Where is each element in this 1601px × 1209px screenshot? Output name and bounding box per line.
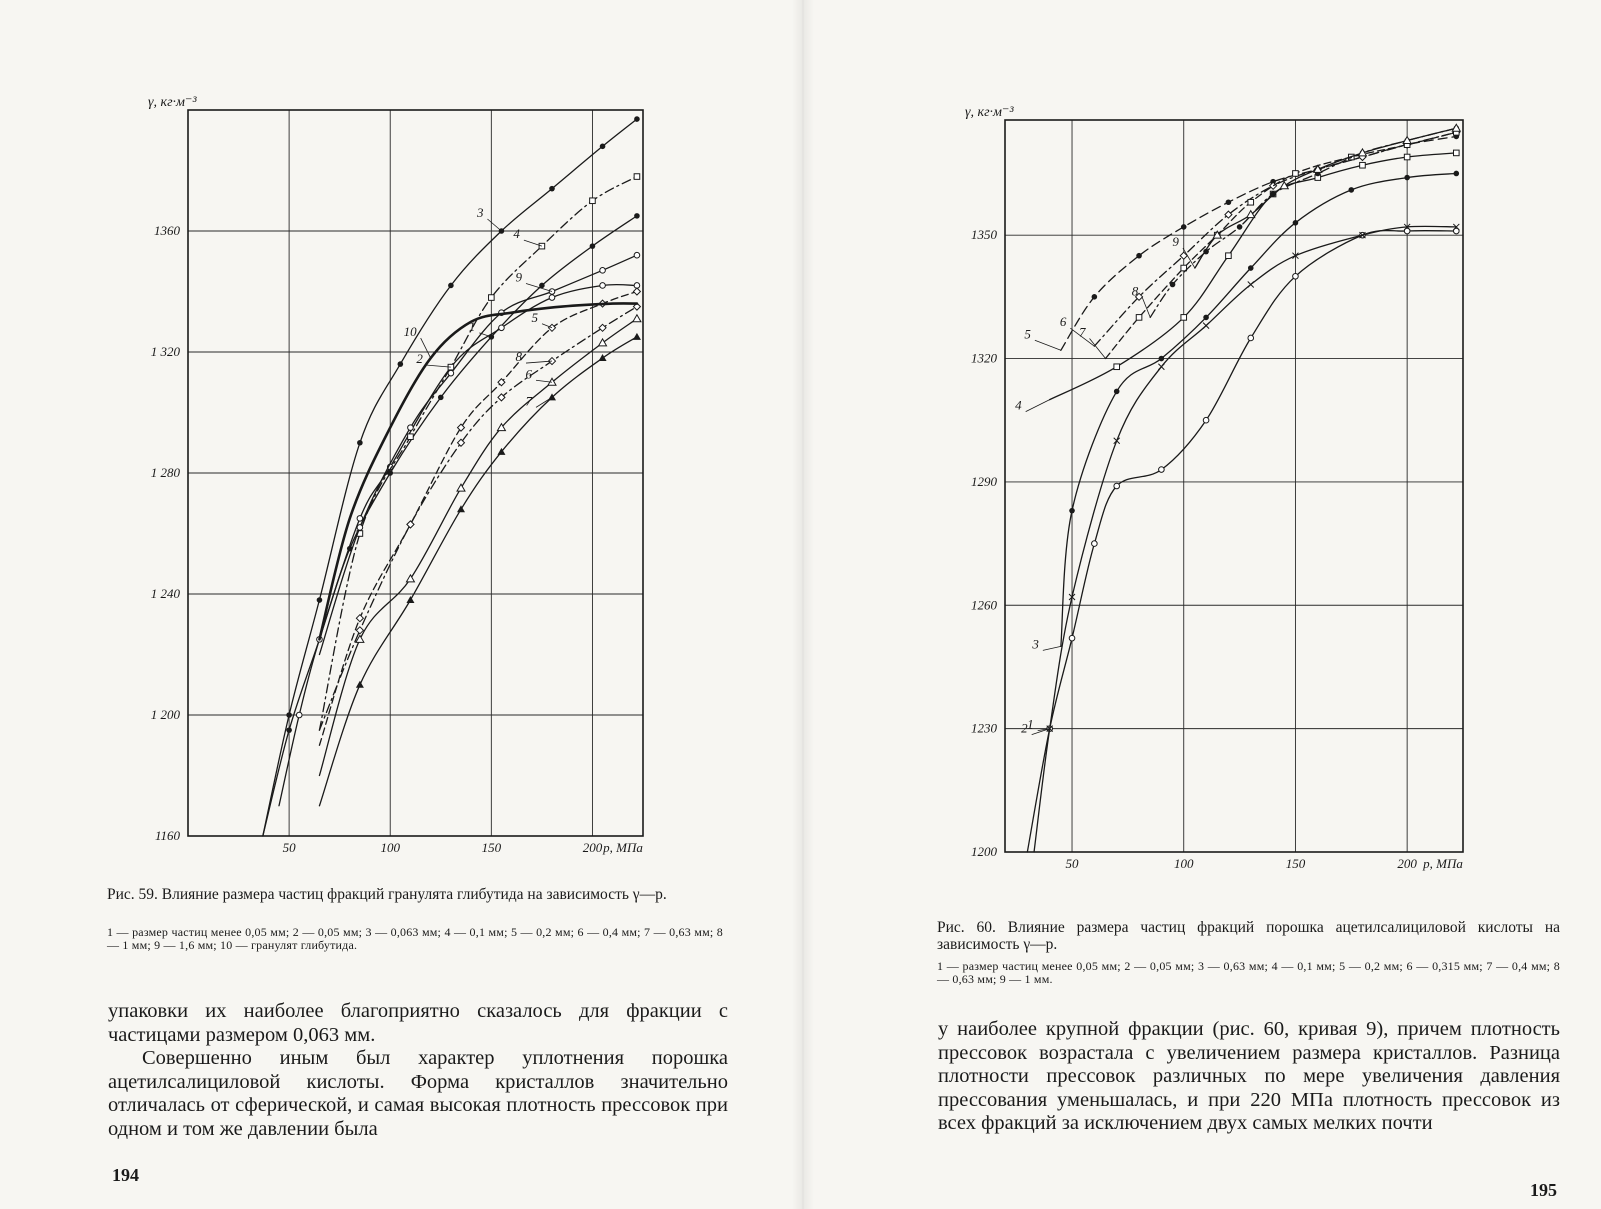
curve-label-1: 1 bbox=[1027, 716, 1034, 732]
data-point bbox=[1114, 389, 1120, 395]
data-point bbox=[633, 315, 641, 322]
y-tick-label: 1 280 bbox=[150, 465, 180, 480]
curve-label-leader bbox=[1043, 646, 1061, 650]
data-point bbox=[1293, 273, 1299, 279]
data-point bbox=[296, 712, 302, 718]
data-point bbox=[1348, 187, 1354, 193]
curve-label-8: 8 bbox=[1131, 283, 1139, 299]
data-point bbox=[1159, 467, 1165, 473]
data-point bbox=[1159, 356, 1165, 362]
curve-label-leader bbox=[526, 361, 552, 363]
y-tick-label: 1260 bbox=[971, 597, 997, 613]
data-point bbox=[1293, 220, 1299, 226]
data-point bbox=[1248, 281, 1254, 287]
data-point bbox=[1404, 175, 1410, 181]
data-point bbox=[1226, 199, 1232, 205]
series-line-5 bbox=[319, 292, 636, 746]
page-number: 194 bbox=[112, 1165, 139, 1185]
data-point bbox=[634, 116, 640, 122]
data-point bbox=[499, 325, 505, 331]
y-tick-label: 1160 bbox=[154, 828, 180, 843]
series-line-7 bbox=[319, 337, 636, 806]
data-point bbox=[408, 425, 414, 431]
x-tick-label: 100 bbox=[1173, 856, 1194, 871]
data-point bbox=[448, 283, 454, 289]
series-line-8 bbox=[319, 307, 636, 731]
figure-60-chart bbox=[800, 0, 1601, 900]
data-point bbox=[1203, 315, 1209, 321]
data-point bbox=[1114, 438, 1120, 444]
data-point bbox=[1170, 282, 1176, 288]
data-point bbox=[1181, 315, 1187, 321]
x-tick-label: 150 bbox=[1285, 856, 1306, 871]
y-tick-label: 1 200 bbox=[150, 707, 180, 722]
curve-label-6: 6 bbox=[1059, 314, 1067, 330]
data-point bbox=[356, 627, 363, 634]
curve-label-6: 6 bbox=[525, 366, 532, 382]
data-point bbox=[286, 712, 292, 718]
curve-label-2: 2 bbox=[416, 351, 423, 367]
series-line-5 bbox=[1061, 136, 1456, 350]
data-point bbox=[599, 354, 607, 361]
figure-60-caption: Рис. 60. Влияние размера частиц фракций порошка ацетилсалициловой кислоты на зависимость γ—p. bbox=[937, 919, 1560, 953]
data-point bbox=[457, 484, 465, 491]
data-point bbox=[634, 213, 640, 219]
data-point bbox=[1248, 265, 1254, 271]
y-tick-label: 1 240 bbox=[150, 586, 180, 601]
y-tick-label: 1 320 bbox=[150, 344, 180, 359]
y-tick-label: 1200 bbox=[971, 844, 997, 859]
left-page-body bbox=[108, 1000, 728, 1141]
figure-59-chart bbox=[0, 0, 800, 880]
paragraph: упаковки их наиболее благоприятно сказалось для фракции с частицами размером 0,063 мм. bbox=[108, 1000, 728, 1046]
right-page bbox=[800, 0, 1601, 1209]
data-point bbox=[1360, 162, 1366, 168]
data-point bbox=[1114, 483, 1120, 489]
data-point bbox=[633, 288, 640, 295]
data-point bbox=[600, 283, 606, 289]
curve-label-leader bbox=[1142, 297, 1150, 317]
paragraph: Совершенно иным был характер уплотнения порошка ацетилсалициловой кислоты. Форма кристаллов значительно отличалась от сферической, и самая высокая плотность прессовок при одном и том же давлении была bbox=[108, 1047, 728, 1140]
x-axis-title: p, МПа bbox=[603, 840, 643, 855]
data-point bbox=[1069, 635, 1075, 641]
figure-59-caption: Рис. 59. Влияние размера частиц фракций гранулята глибутида на зависимость γ—p. bbox=[107, 886, 667, 903]
curve-label-1: 1 bbox=[468, 318, 476, 334]
data-point bbox=[549, 186, 555, 192]
data-point bbox=[549, 295, 555, 301]
x-axis-title: p, МПа bbox=[1423, 856, 1463, 871]
data-point bbox=[1136, 315, 1142, 321]
x-tick-label: 200 bbox=[582, 840, 603, 855]
curve-label-leader bbox=[1035, 340, 1061, 350]
curve-label-5: 5 bbox=[531, 309, 538, 325]
data-point bbox=[1158, 364, 1164, 370]
data-point bbox=[406, 596, 414, 603]
figure-59-legend: 1 — размер частиц менее 0,05 мм; 2 — 0,05 мм; 3 — 0,063 мм; 4 — 0,1 мм; 5 — 0,2 мм; 6 — 0,4 мм; 7 — 0,63 мм; 8 — 1 мм; 9 — 1,6 мм; 10 — гранулят глибутида. bbox=[107, 925, 723, 952]
curve-label-leader bbox=[1026, 400, 1050, 412]
y-axis-title: γ, кг·м⁻³ bbox=[148, 95, 197, 110]
data-point bbox=[633, 333, 641, 340]
data-point bbox=[489, 295, 495, 301]
curve-label-8: 8 bbox=[515, 349, 522, 365]
data-point bbox=[1248, 199, 1254, 205]
data-point bbox=[1453, 150, 1459, 156]
series-line-9 bbox=[319, 255, 636, 654]
data-point bbox=[634, 252, 640, 258]
series-line-3 bbox=[263, 119, 637, 836]
page-number: 195 bbox=[1530, 1180, 1557, 1200]
curve-label-4: 4 bbox=[513, 226, 520, 242]
curve-label-3: 3 bbox=[476, 205, 484, 220]
data-point bbox=[1248, 335, 1254, 341]
series-line-3 bbox=[1061, 174, 1456, 647]
left-page bbox=[0, 0, 800, 1209]
curve-label-3: 3 bbox=[1032, 636, 1039, 652]
data-point bbox=[1203, 417, 1209, 423]
curve-label-5: 5 bbox=[1024, 326, 1031, 342]
y-tick-label: 1230 bbox=[971, 720, 997, 736]
data-point bbox=[1203, 323, 1209, 329]
y-tick-label: 1350 bbox=[971, 227, 997, 243]
data-point bbox=[1092, 541, 1098, 547]
data-point bbox=[634, 174, 640, 180]
x-tick-label: 100 bbox=[380, 840, 400, 855]
data-point bbox=[317, 597, 323, 603]
y-tick-label: 1290 bbox=[971, 473, 997, 489]
curve-label-4: 4 bbox=[1015, 397, 1022, 413]
data-point bbox=[398, 361, 404, 367]
series-line-1 bbox=[1027, 231, 1456, 853]
curve-label-10: 10 bbox=[403, 324, 417, 340]
data-point bbox=[357, 516, 363, 522]
series-line-1 bbox=[263, 216, 637, 836]
curve-label-7: 7 bbox=[1079, 324, 1086, 340]
data-point bbox=[1136, 253, 1142, 259]
x-tick-label: 50 bbox=[282, 840, 296, 855]
data-point bbox=[1453, 171, 1459, 177]
data-point bbox=[1293, 171, 1299, 177]
data-point bbox=[448, 370, 454, 376]
data-point bbox=[600, 268, 606, 274]
curve-label-7: 7 bbox=[525, 393, 532, 409]
data-point bbox=[356, 681, 364, 688]
x-tick-label: 150 bbox=[481, 840, 502, 855]
curve-label-9: 9 bbox=[515, 269, 522, 285]
curve-label-9: 9 bbox=[1172, 234, 1179, 250]
data-point bbox=[590, 243, 596, 249]
data-point bbox=[1114, 364, 1120, 370]
data-point bbox=[1452, 124, 1460, 131]
curve-label-2: 2 bbox=[1021, 720, 1028, 736]
x-tick-label: 200 bbox=[1397, 856, 1417, 871]
data-point bbox=[457, 505, 465, 512]
x-tick-label: 50 bbox=[1065, 856, 1079, 871]
plot-frame bbox=[1005, 120, 1463, 852]
data-point bbox=[1404, 154, 1410, 160]
series-line-10 bbox=[319, 303, 636, 639]
data-point bbox=[599, 339, 607, 346]
data-point bbox=[599, 324, 606, 331]
data-point bbox=[1069, 508, 1075, 514]
data-point bbox=[1181, 224, 1187, 230]
curve-label-leader bbox=[1090, 339, 1106, 359]
data-point bbox=[407, 521, 414, 528]
right-page-body bbox=[938, 1018, 1560, 1136]
series-line-7 bbox=[1106, 132, 1457, 358]
data-point bbox=[408, 434, 414, 440]
figure-60-legend: 1 — размер частиц менее 0,05 мм; 2 — 0,05 мм; 3 — 0,63 мм; 4 — 0,1 мм; 5 — 0,2 мм; 6 — 0,315 мм; 7 — 0,4 мм; 8 — 0,63 мм; 9 — 1 мм. bbox=[937, 959, 1560, 986]
curve-label-leader bbox=[536, 380, 552, 382]
data-point bbox=[357, 525, 363, 531]
curve-label-leader bbox=[487, 219, 501, 231]
series-line-4 bbox=[319, 177, 636, 731]
data-point bbox=[356, 615, 363, 622]
paragraph: у наиболее крупной фракции (рис. 60, кривая 9), причем плотность прессовок возрастала с увеличением размера кристаллов. Разница плотности прессовок различных по мере увеличения давления прессования уменьшалась, и при 220 МПа плотность прессовок из всех фракций за исключением двух самых мелких почти bbox=[938, 1018, 1560, 1134]
data-point bbox=[600, 144, 606, 150]
series-line-2 bbox=[1034, 226, 1456, 852]
curve-label-leader bbox=[526, 284, 552, 292]
data-point bbox=[1092, 294, 1098, 300]
data-point bbox=[458, 424, 465, 431]
data-point bbox=[590, 198, 596, 204]
data-point bbox=[1237, 224, 1243, 230]
series-line-6 bbox=[319, 319, 636, 776]
y-tick-label: 1360 bbox=[154, 223, 180, 238]
y-tick-label: 1320 bbox=[971, 350, 997, 366]
data-point bbox=[1226, 253, 1232, 259]
data-point bbox=[406, 575, 414, 582]
data-point bbox=[438, 395, 444, 401]
y-axis-title: γ, кг·м⁻³ bbox=[965, 105, 1014, 120]
data-point bbox=[357, 440, 363, 446]
curve-label-leader bbox=[427, 365, 451, 367]
data-point bbox=[286, 727, 292, 733]
